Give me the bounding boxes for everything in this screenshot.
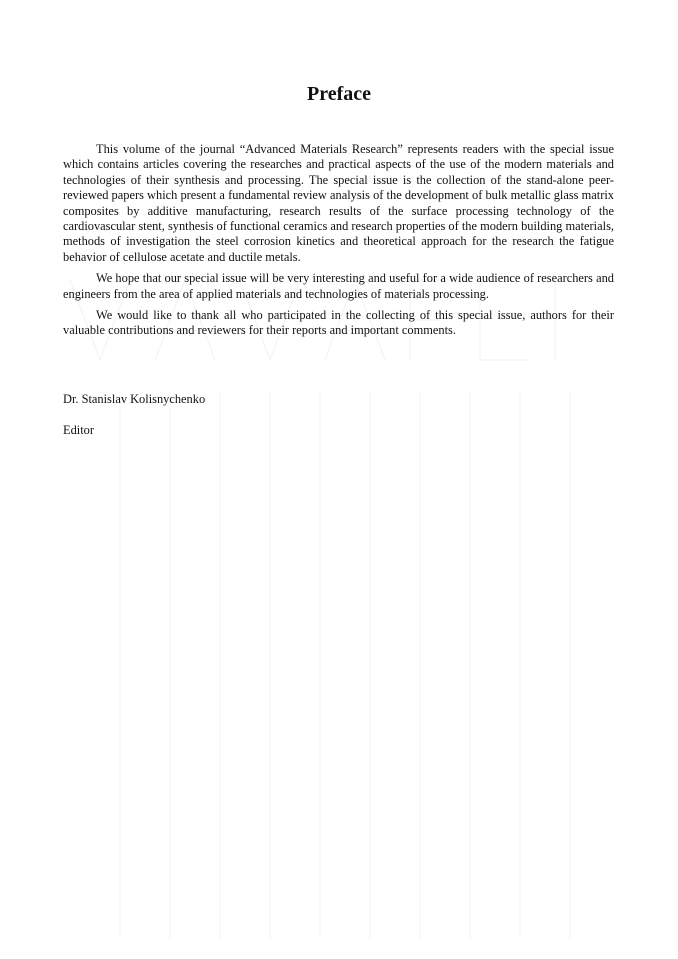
paragraph-1: This volume of the journal “Advanced Materials Research” represents readers with the special issue which contains articles covering the researches and practical aspects of the use of the modern materials and technologies of their synthesis and processing. The special issue is the collection of the stand-alone peer-reviewed papers which present a fundamental review analysis of the development of bulk metallic glass matrix composites by additive manufacturing, research results of the surface processing technology of the cardiovascular stent, synthesis of functional ceramics and research properties of the modern building materials, methods of investigation the steel corrosion kinetics and theoretical approach for the research the fatigue behavior of cellulose acetate and ductile metals.: [63, 142, 614, 264]
author-role: Editor: [63, 423, 94, 437]
paragraph-3: We would like to thank all who participated in the collecting of this special issue, authors for their valuable contributions and reviewers for their reports and important comments.: [63, 308, 614, 338]
author-name: Dr. Stanislav Kolisnychenko: [63, 392, 206, 406]
faint-watermark: [60, 250, 620, 950]
page-title: Preface: [306, 83, 372, 105]
signature-block: [63, 392, 463, 438]
paragraph-2: We hope that our special issue will be very interesting and useful for a wide audience of researchers and engineers from the area of applied materials and technologies of materials processing.: [63, 271, 614, 301]
preface-body: [63, 142, 614, 345]
